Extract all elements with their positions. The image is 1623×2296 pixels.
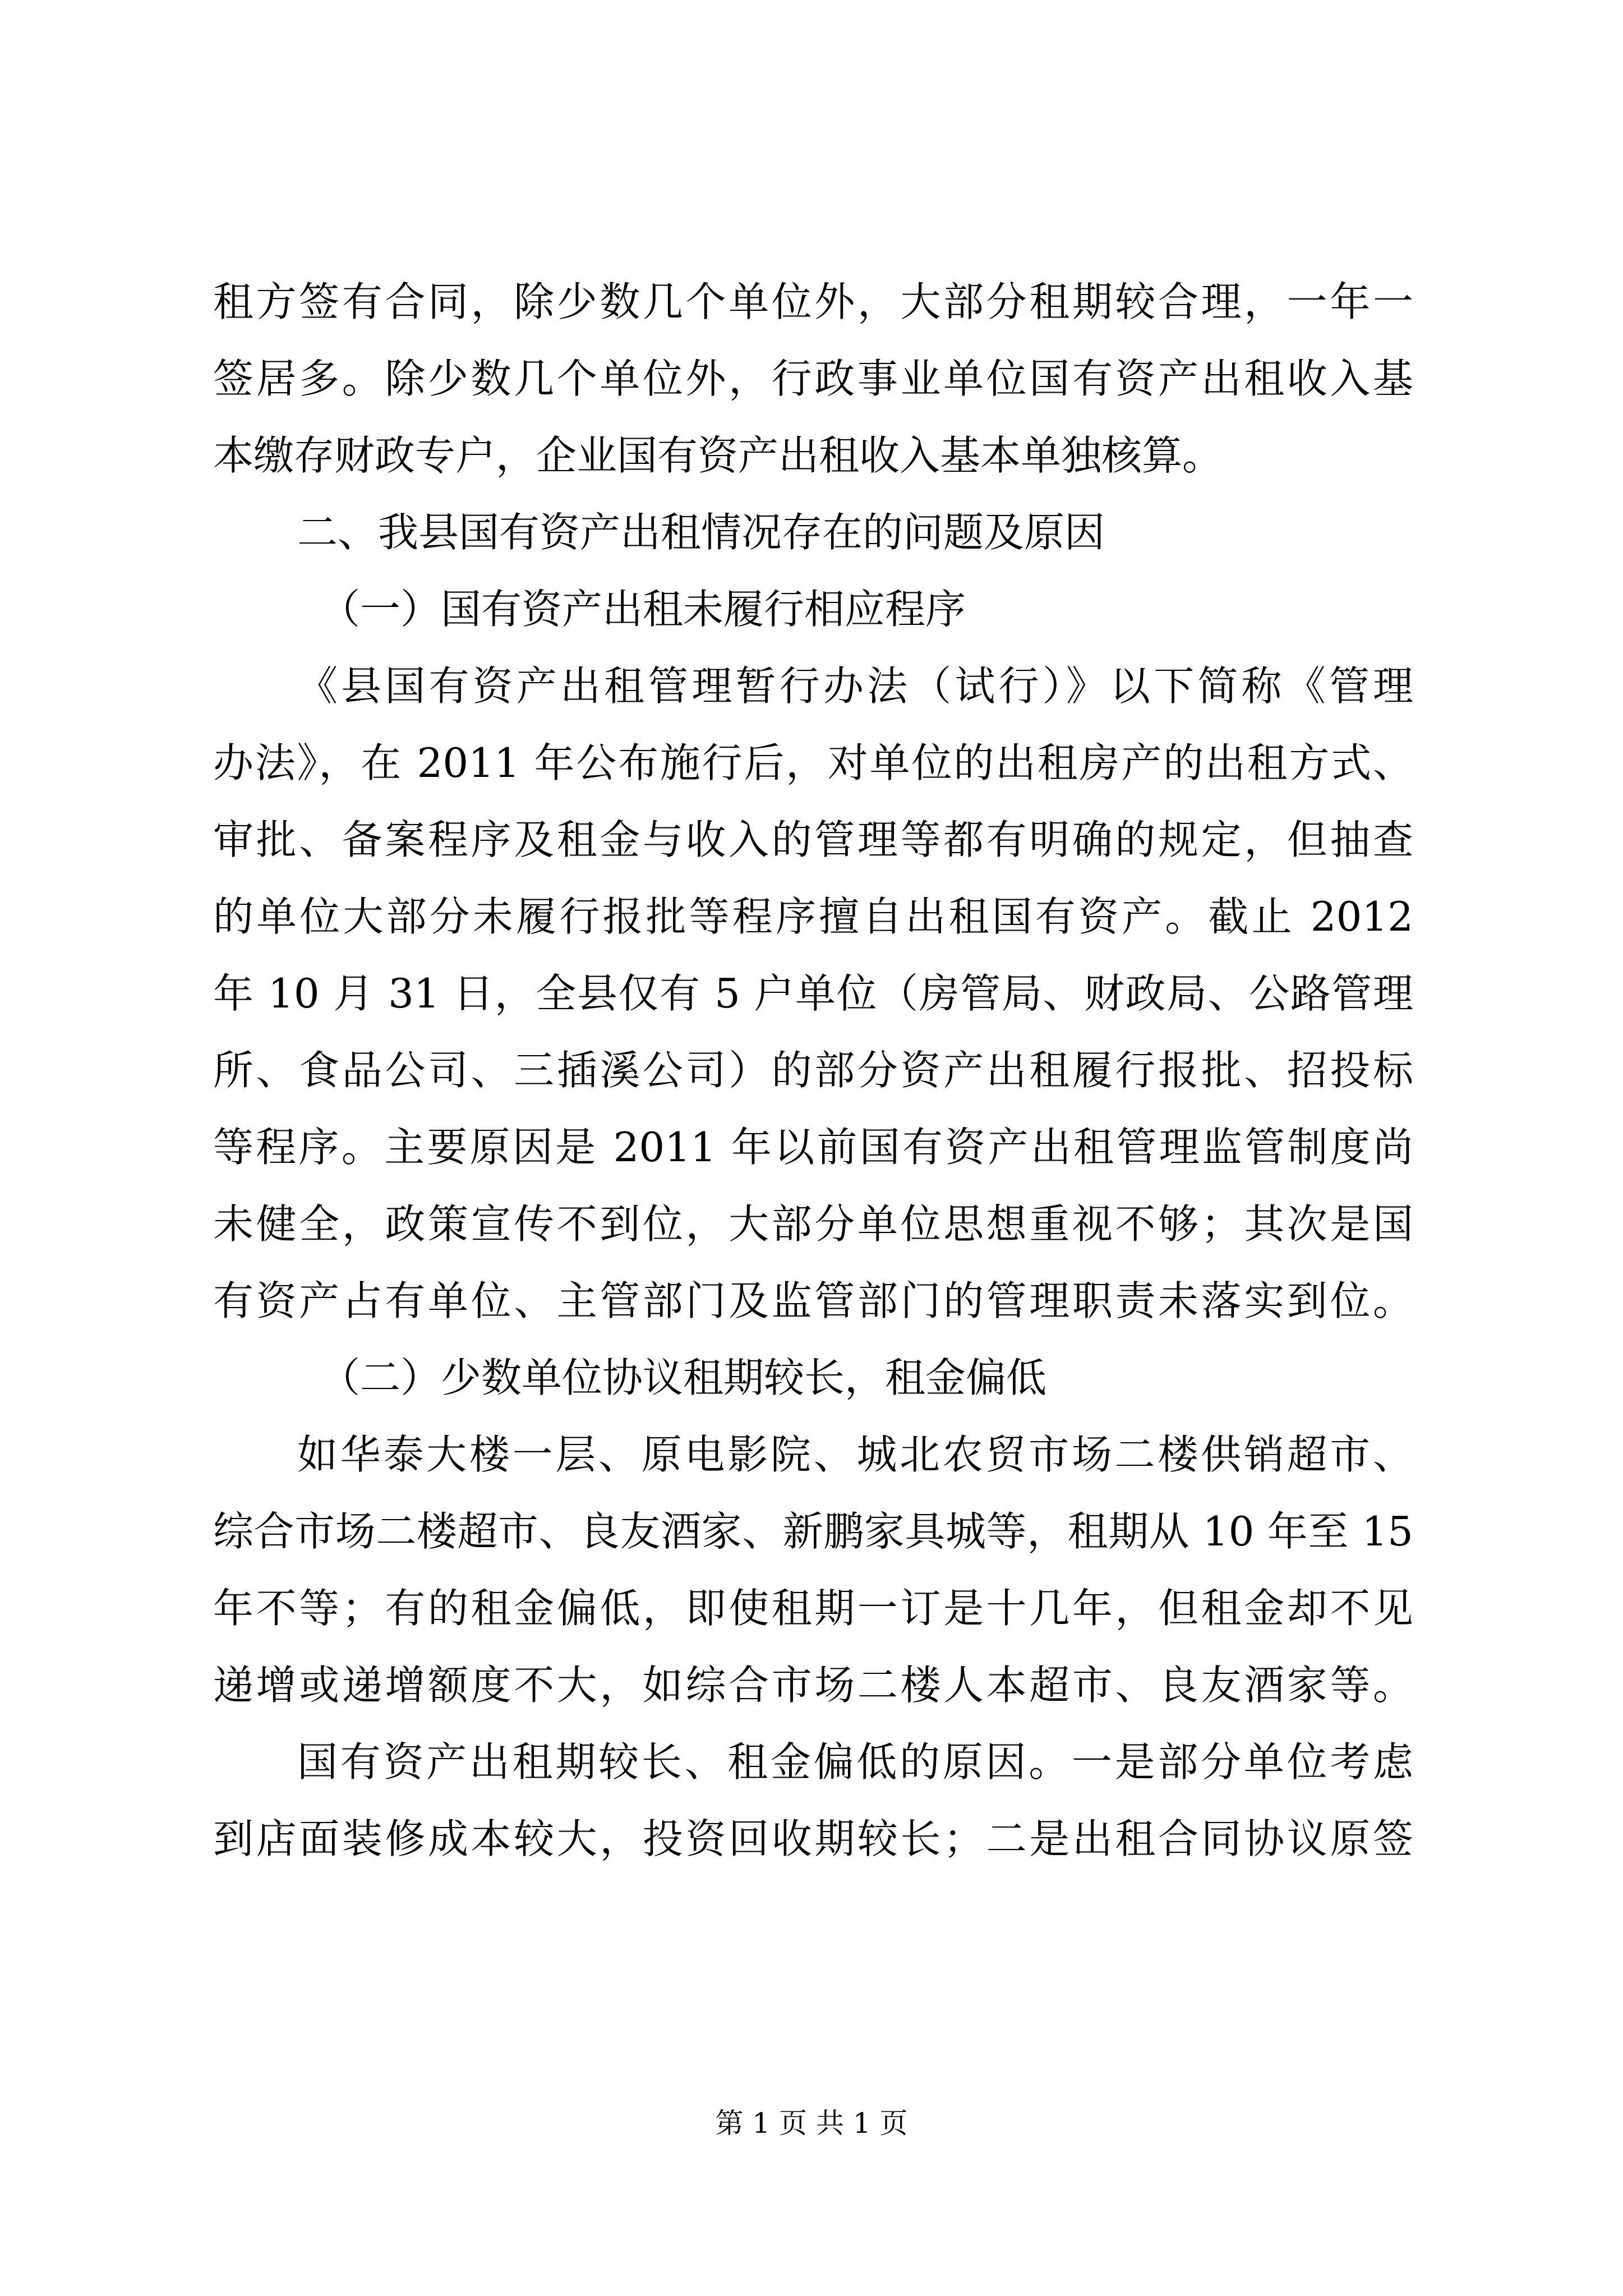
text-line: 本缴存财政专户，企业国有资产出租收入基本单独核算。 [213, 432, 1223, 479]
text-line: 年 10 月 31 日，全县仅有 5 户单位（房管局、财政局、公路管理 [213, 970, 1413, 1017]
text-line: 年不等；有的租金偏低，即使租期一订是十几年，但租金却不见 [213, 1585, 1413, 1632]
text-line: 如华泰大楼一层、原电影院、城北农贸市场二楼供销超市、 [297, 1431, 1413, 1478]
page-footer: 第 1 页 共 1 页 [715, 2107, 908, 2139]
text-line: 的单位大部分未履行报批等程序擅自出租国有资产。截止 2012 [213, 893, 1413, 940]
text-line: 到店面装修成本较大，投资回收期较长；二是出租合同协议原签 [213, 1815, 1413, 1862]
subsection-heading: （一）国有资产出租未履行相应程序 [320, 586, 966, 633]
text-line: 递增或递增额度不大，如综合市场二楼人本超市、良友酒家等。 [213, 1662, 1413, 1709]
text-line: 等程序。主要原因是 2011 年以前国有资产出租管理监管制度尚 [213, 1124, 1413, 1171]
text-line: 未健全，政策宣传不到位，大部分单位思想重视不够；其次是国 [213, 1200, 1413, 1248]
text-line: 所、食品公司、三插溪公司）的部分资产出租履行报批、招投标 [213, 1047, 1413, 1094]
text-line: 有资产占有单位、主管部门及监管部门的管理职责未落实到位。 [213, 1277, 1413, 1324]
section-heading: 二、我县国有资产出租情况存在的问题及原因 [297, 509, 1105, 556]
text-line: 审批、备案程序及租金与收入的管理等都有明确的规定，但抽查 [213, 816, 1413, 863]
text-line: 租方签有合同，除少数几个单位外，大部分租期较合理，一年一 [213, 278, 1413, 325]
subsection-heading: （二）少数单位协议租期较长，租金偏低 [320, 1354, 1047, 1401]
document-body [213, 264, 1413, 1878]
text-line: 综合市场二楼超市、良友酒家、新鹏家具城等，租期从 10 年至 15 [213, 1508, 1413, 1555]
text-line: 国有资产出租期较长、租金偏低的原因。一是部分单位考虑 [297, 1738, 1413, 1786]
text-line: 签居多。除少数几个单位外，行政事业单位国有资产出租收入基 [213, 355, 1413, 402]
text-line: 办法》，在 2011 年公布施行后，对单位的出租房产的出租方式、 [213, 739, 1413, 786]
text-line: 《县国有资产出租管理暂行办法（试行）》以下简称《管理 [297, 662, 1413, 710]
